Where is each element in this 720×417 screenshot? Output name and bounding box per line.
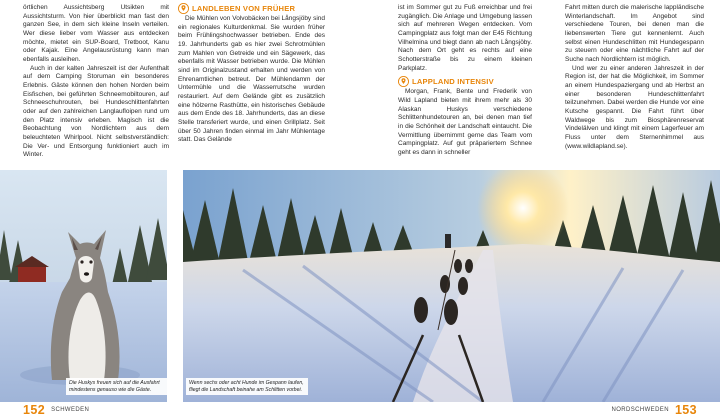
footer-right bbox=[611, 403, 697, 417]
section-heading-landleben bbox=[178, 3, 325, 14]
paragraph: Auch in der kalten Jahreszeit ist der Aufenthalt auf dem Camping Storuman ein besonderes Erlebnis. Gäste können den hohen Norden beim Eisfischen, bei geführten Schneemobiltouren, auf Schneeschuhrouten, bei Hundeschlittenfahrten oder auf den zahlreichen Langlaufloipen rund um den Platz intensiv erleben. Magisch ist die Beobachtung von Nordlichtern aus dem beleuchteten Whirlpool. Nicht selbstverständlich: Die Ver- und Entsorgung funktioniert auch im Winter. bbox=[23, 64, 169, 159]
page-number-left: 152 bbox=[23, 403, 46, 417]
paragraph: Fahrt mitten durch die malerische lappländische Winterlandschaft. Im Angebot sind verschiedene Touren, bei denen man die liebenswerten Tiere gut kennenlernt. Auch selbst einen Hundeschlitten mit Hundegespann zu steuern oder eine nächtliche Fahrt auf der Suche nach Nordlichtern ist möglich. bbox=[565, 4, 704, 63]
paragraph: Die Mühlen von Volvobäcken bei Långsjöby sind ein regionales Kulturdenkmal. Sie wurden früher beim Frühlingshochwasser betrieben. Ende des 19. Jahrhunderts gab es hier zwei Schrotmühlen zum Mahlen von Getreide und ein Sägewerk, das ebenfalls mit Wasser betrieben wurde. Die Mühlen sind im Originalzustand erhalten und werden von Ehrenamtlichen betreut. Der Mühlendamm der Untermühle und die Wasserrutsche wurden restauriert. Auf dem Gelände gibt es zusätzlich eine hölzerne Rasthütte, ein historisches Gebäude aus dem Ende des 18. Jahrhunderts, das an diese Stelle transferiert wurde, und einen Grillplatz. Seit über 50 Jahren finden einmal im Jahr Mühlentage statt. Das Gelände bbox=[178, 15, 325, 144]
section-label-left: SCHWEDEN bbox=[51, 407, 90, 413]
paragraph: Und wer zu einer anderen Jahreszeit in der Region ist, der hat die Möglichkeit, im Sommer an einem Hundespaziergang und ab Herbst an einer besonderen Hundeschlittenfahrt teilzunehmen. Dabei werden die Hunde vor eine Kutsche gespannt. Die Fahrt führt über Waldwege bis zum Biosphärenreservat Vindelälven und klingt mit einem Lagerfeuer am Fluss unter dem Sternenhimmel aus (www.wildlapland.se). bbox=[565, 64, 704, 150]
footer-left bbox=[23, 403, 89, 417]
husky-photo bbox=[0, 170, 167, 402]
section-heading-text: LANDLEBEN VON FRÜHER bbox=[192, 4, 296, 13]
photo-caption-left: Die Huskys freuen sich auf die Ausfahrt mindestens genauso wie die Gäste. bbox=[66, 378, 170, 395]
text-column-2 bbox=[178, 3, 325, 145]
page-number-right: 153 bbox=[674, 403, 697, 417]
text-column-1 bbox=[23, 4, 169, 160]
text-column-4 bbox=[565, 4, 704, 151]
dog-sled-illustration bbox=[183, 170, 720, 402]
paragraph: örtlichen Aussichtsberg Utsikten mit Aussichtsturm. Von hier überblickt man fast den ganzen See, in dem sich kleine Inseln verteilen. Wer diese lieber vom Wasser aus entdecken möchte, mietet ein SUP-Board, Tretboot, Kanu oder Kajak. Eine Angelausrüstung kann man ebenfalls ausleihen. bbox=[23, 4, 169, 63]
husky-illustration bbox=[0, 170, 167, 402]
section-label-right: NORDSCHWEDEN bbox=[611, 407, 669, 413]
photo-caption-right: Wenn sechs oder acht Hunde im Gespann laufen, fliegt die Landschaft beinahe am Schlitten vorbei. bbox=[186, 378, 308, 395]
map-pin-icon bbox=[398, 76, 409, 87]
section-heading-text: LAPPLAND INTENSIV bbox=[412, 77, 494, 87]
paragraph: ist im Sommer gut zu Fuß erreichbar und frei zugänglich. Die Anlage und Umgebung lassen sich auf mehreren Wegen entdecken. Vom Campingplatz aus folgt man der E45 Richtung Vilhelmina und biegt dann ab nach Långsjöby. Nach dem Ort geht es rechts auf eine Schotterstraße bis zu einem kleinen Parkplatz. bbox=[398, 4, 532, 72]
paragraph: Morgan, Frank, Bente und Frederik von Wild Lapland bieten mit ihrem mehr als 30 Alaskan Huskys verschiedene Schlittenhundetouren an, bei denen man tief in die Schönheit der Landschaft eintaucht. Die Vermittlung übernimmt gerne das Team vom Campingplatz. Auf gut präpariertem Schnee geht es dann in schneller bbox=[398, 88, 532, 156]
dog-sled-photo bbox=[183, 170, 720, 402]
section-heading-lappland bbox=[398, 76, 532, 87]
text-column-3 bbox=[398, 4, 532, 158]
map-pin-icon bbox=[178, 3, 189, 14]
